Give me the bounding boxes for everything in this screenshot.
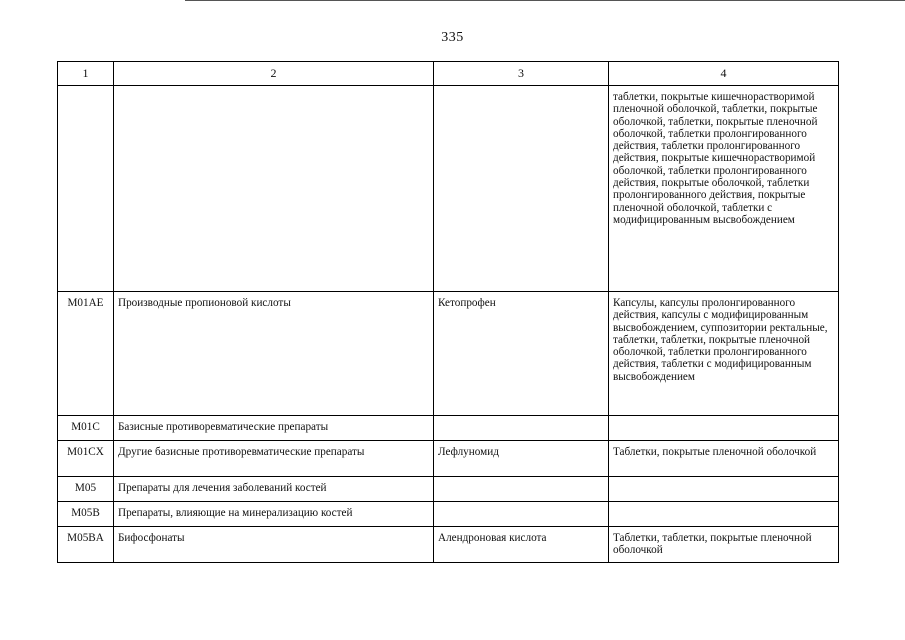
cell-forms: Таблетки, таблетки, покрытые пленочной оболочкой [609, 527, 839, 563]
cell-code: M01AE [58, 292, 114, 416]
cell-group: Препараты для лечения заболеваний костей [114, 477, 434, 502]
table-row [58, 477, 839, 502]
table-row [58, 292, 839, 416]
table-row [58, 502, 839, 527]
cell-code: M05B [58, 502, 114, 527]
table-row [58, 527, 839, 563]
cell-drug: Кетопрофен [434, 292, 609, 416]
table-row [58, 416, 839, 441]
drug-table [57, 61, 839, 563]
column-header-1: 1 [58, 62, 114, 86]
cell-forms: Капсулы, капсулы пролонгированного действия, капсулы с модифицированным высвобождением, суппозитории ректальные, таблетки, таблетки, покрытые пленочной оболочкой, таблетки пролонгированного действия, таблетки с модифицированным высвобождением [609, 292, 839, 416]
cell-drug [434, 502, 609, 527]
page-number: 335 [441, 30, 464, 45]
scan-edge-line [185, 0, 905, 1]
column-header-2: 2 [114, 62, 434, 86]
cell-group: Другие базисные противоревматические препараты [114, 441, 434, 477]
cell-drug [434, 416, 609, 441]
cell-forms [609, 502, 839, 527]
cell-code [58, 86, 114, 292]
cell-forms [609, 477, 839, 502]
cell-forms [609, 416, 839, 441]
table-row [58, 86, 839, 292]
cell-code: M05 [58, 477, 114, 502]
column-header-3: 3 [434, 62, 609, 86]
cell-forms: таблетки, покрытые кишечнорастворимой пленочной оболочкой, таблетки, покрытые оболочкой, таблетки, покрытые пленочной оболочкой, таблетки пролонгированного действия, таблетки пролонгированного действия, покрытые кишечнорастворимой оболочкой, таблетки пролонгированного действия, покрытые оболочкой, таблетки пролонгированного действия, покрытые пленочной оболочкой, таблетки с модифицированным высвобождением [609, 86, 839, 292]
cell-drug: Лефлуномид [434, 441, 609, 477]
cell-group: Производные пропионовой кислоты [114, 292, 434, 416]
cell-drug [434, 86, 609, 292]
cell-group [114, 86, 434, 292]
cell-group: Базисные противоревматические препараты [114, 416, 434, 441]
cell-code: M01C [58, 416, 114, 441]
cell-code: M01CX [58, 441, 114, 477]
cell-forms: Таблетки, покрытые пленочной оболочкой [609, 441, 839, 477]
cell-group: Бифосфонаты [114, 527, 434, 563]
cell-group: Препараты, влияющие на минерализацию костей [114, 502, 434, 527]
table-row [58, 441, 839, 477]
cell-code: M05BA [58, 527, 114, 563]
cell-drug: Алендроновая кислота [434, 527, 609, 563]
column-header-4: 4 [609, 62, 839, 86]
cell-drug [434, 477, 609, 502]
table-header-row [58, 62, 839, 86]
